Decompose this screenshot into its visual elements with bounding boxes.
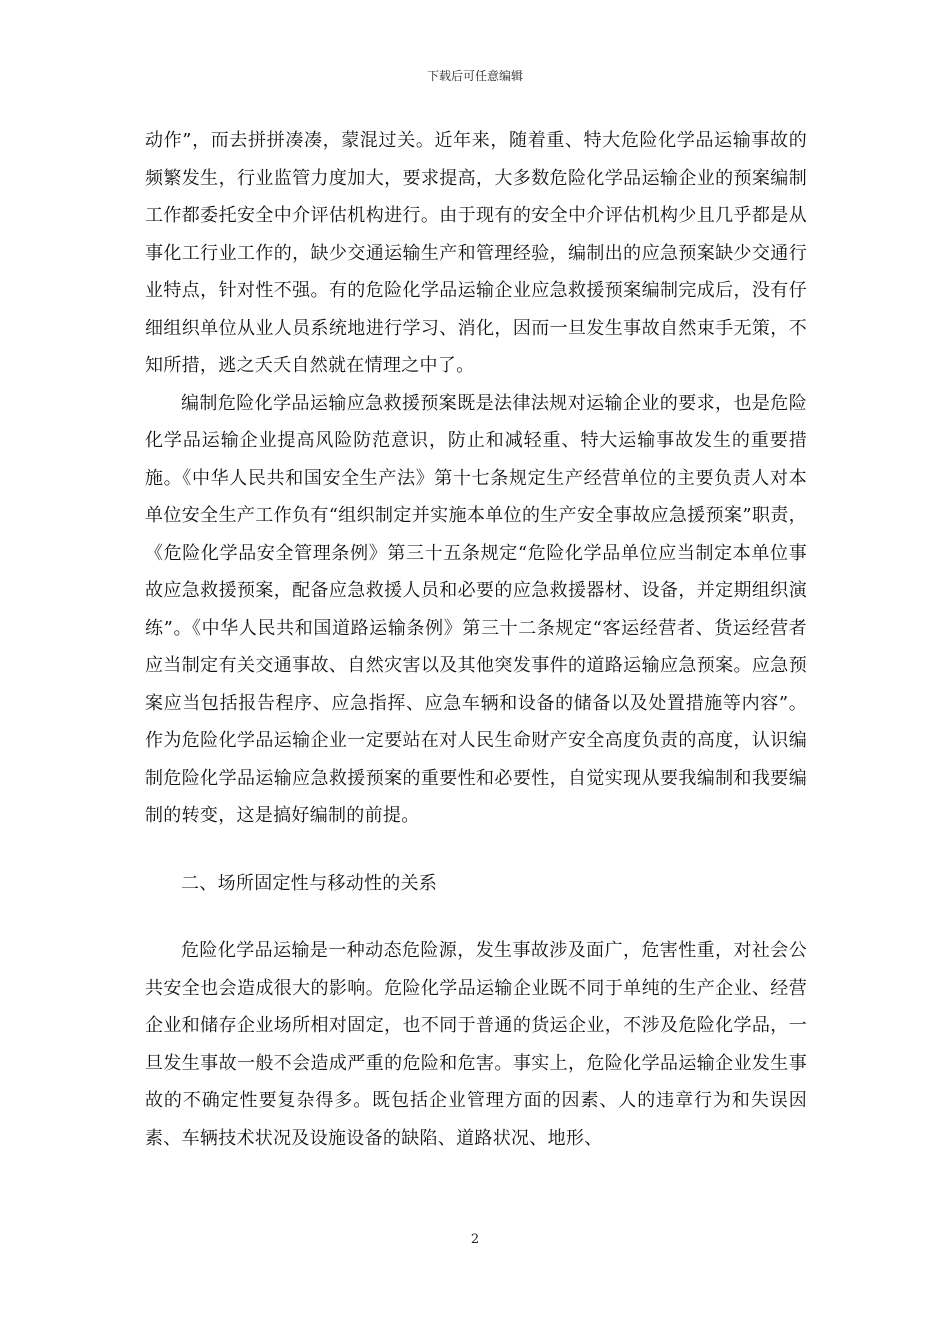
paragraph-continuation: 动作”，而去拼拼凑凑，蒙混过关。近年来，随着重、特大危险化学品运输事故的频繁发生，行业监管力度加大，要求提高，大多数危险化学品运输企业的预案编制工作都委托安全中介评估机构进行。由于现有的安全中介评估机构少且几乎都是从事化工行业工作的，缺少交通运输生产和管理经验，编制出的应急预案缺少交通行业特点，针对性不强。有的危险化学品运输企业应急救援预案编制完成后，没有仔细组织单位从业人员系统地进行学习、消化，因而一旦发生事故自然束手无策，不知所措，逃之夭夭自然就在情理之中了。 [145, 130, 807, 376]
page-number: 2 [470, 1232, 480, 1247]
section-spacer [145, 835, 807, 865]
paragraph-legal-requirements: 编制危险化学品运输应急救援预案既是法律法规对运输企业的要求，也是危险化学品运输企业提高风险防范意识，防止和减轻重、特大运输事故发生的重要措施。《中华人民共和国安全生产法》第十七条规定生产经营单位的主要负责人对本单位安全生产工作负有“组织制定并实施本单位的生产安全事故应急援预案”职责，《危险化学品安全管理条例》第三十五条规定“危险化学品单位应当制定本单位事故应急救援预案，配备应急救援人员和必要的应急救援器材、设备，并定期组织演练”。《中华人民共和国道路运输条例》第三十二条规定“客运经营者、货运经营者应当制定有关交通事故、自然灾害以及其他突发事件的道路运输应急预案。应急预案应当包括报告程序、应急指挥、应急车辆和设备的储备以及处置措施等内容”。作为危险化学品运输企业一定要站在对人民生命财产安全高度负责的高度，认识编制危险化学品运输应急救援预案的重要性和必要性，自觉实现从要我编制和我要编制的转变，这是搞好编制的前提。 [145, 392, 807, 826]
document-body [145, 122, 807, 1157]
section-spacer [145, 902, 807, 932]
paragraph-dynamic-hazard: 危险化学品运输是一种动态危险源，发生事故涉及面广，危害性重，对社会公共安全也会造成很大的影响。危险化学品运输企业既不同于单纯的生产企业、经营企业和储存企业场所相对固定，也不同于普通的货运企业，不涉及危险化学品，一旦发生事故一般不会造成严重的危险和危害。事实上，危险化学品运输企业发生事故的不确定性要复杂得多。既包括企业管理方面的因素、人的违章行为和失误因素、车辆技术状况及设施设备的缺陷、道路状况、地形、 [145, 940, 807, 1149]
section-heading: 二、场所固定性与移动性的关系 [181, 872, 438, 894]
page-header: 下载后可任意编辑 [426, 69, 523, 83]
